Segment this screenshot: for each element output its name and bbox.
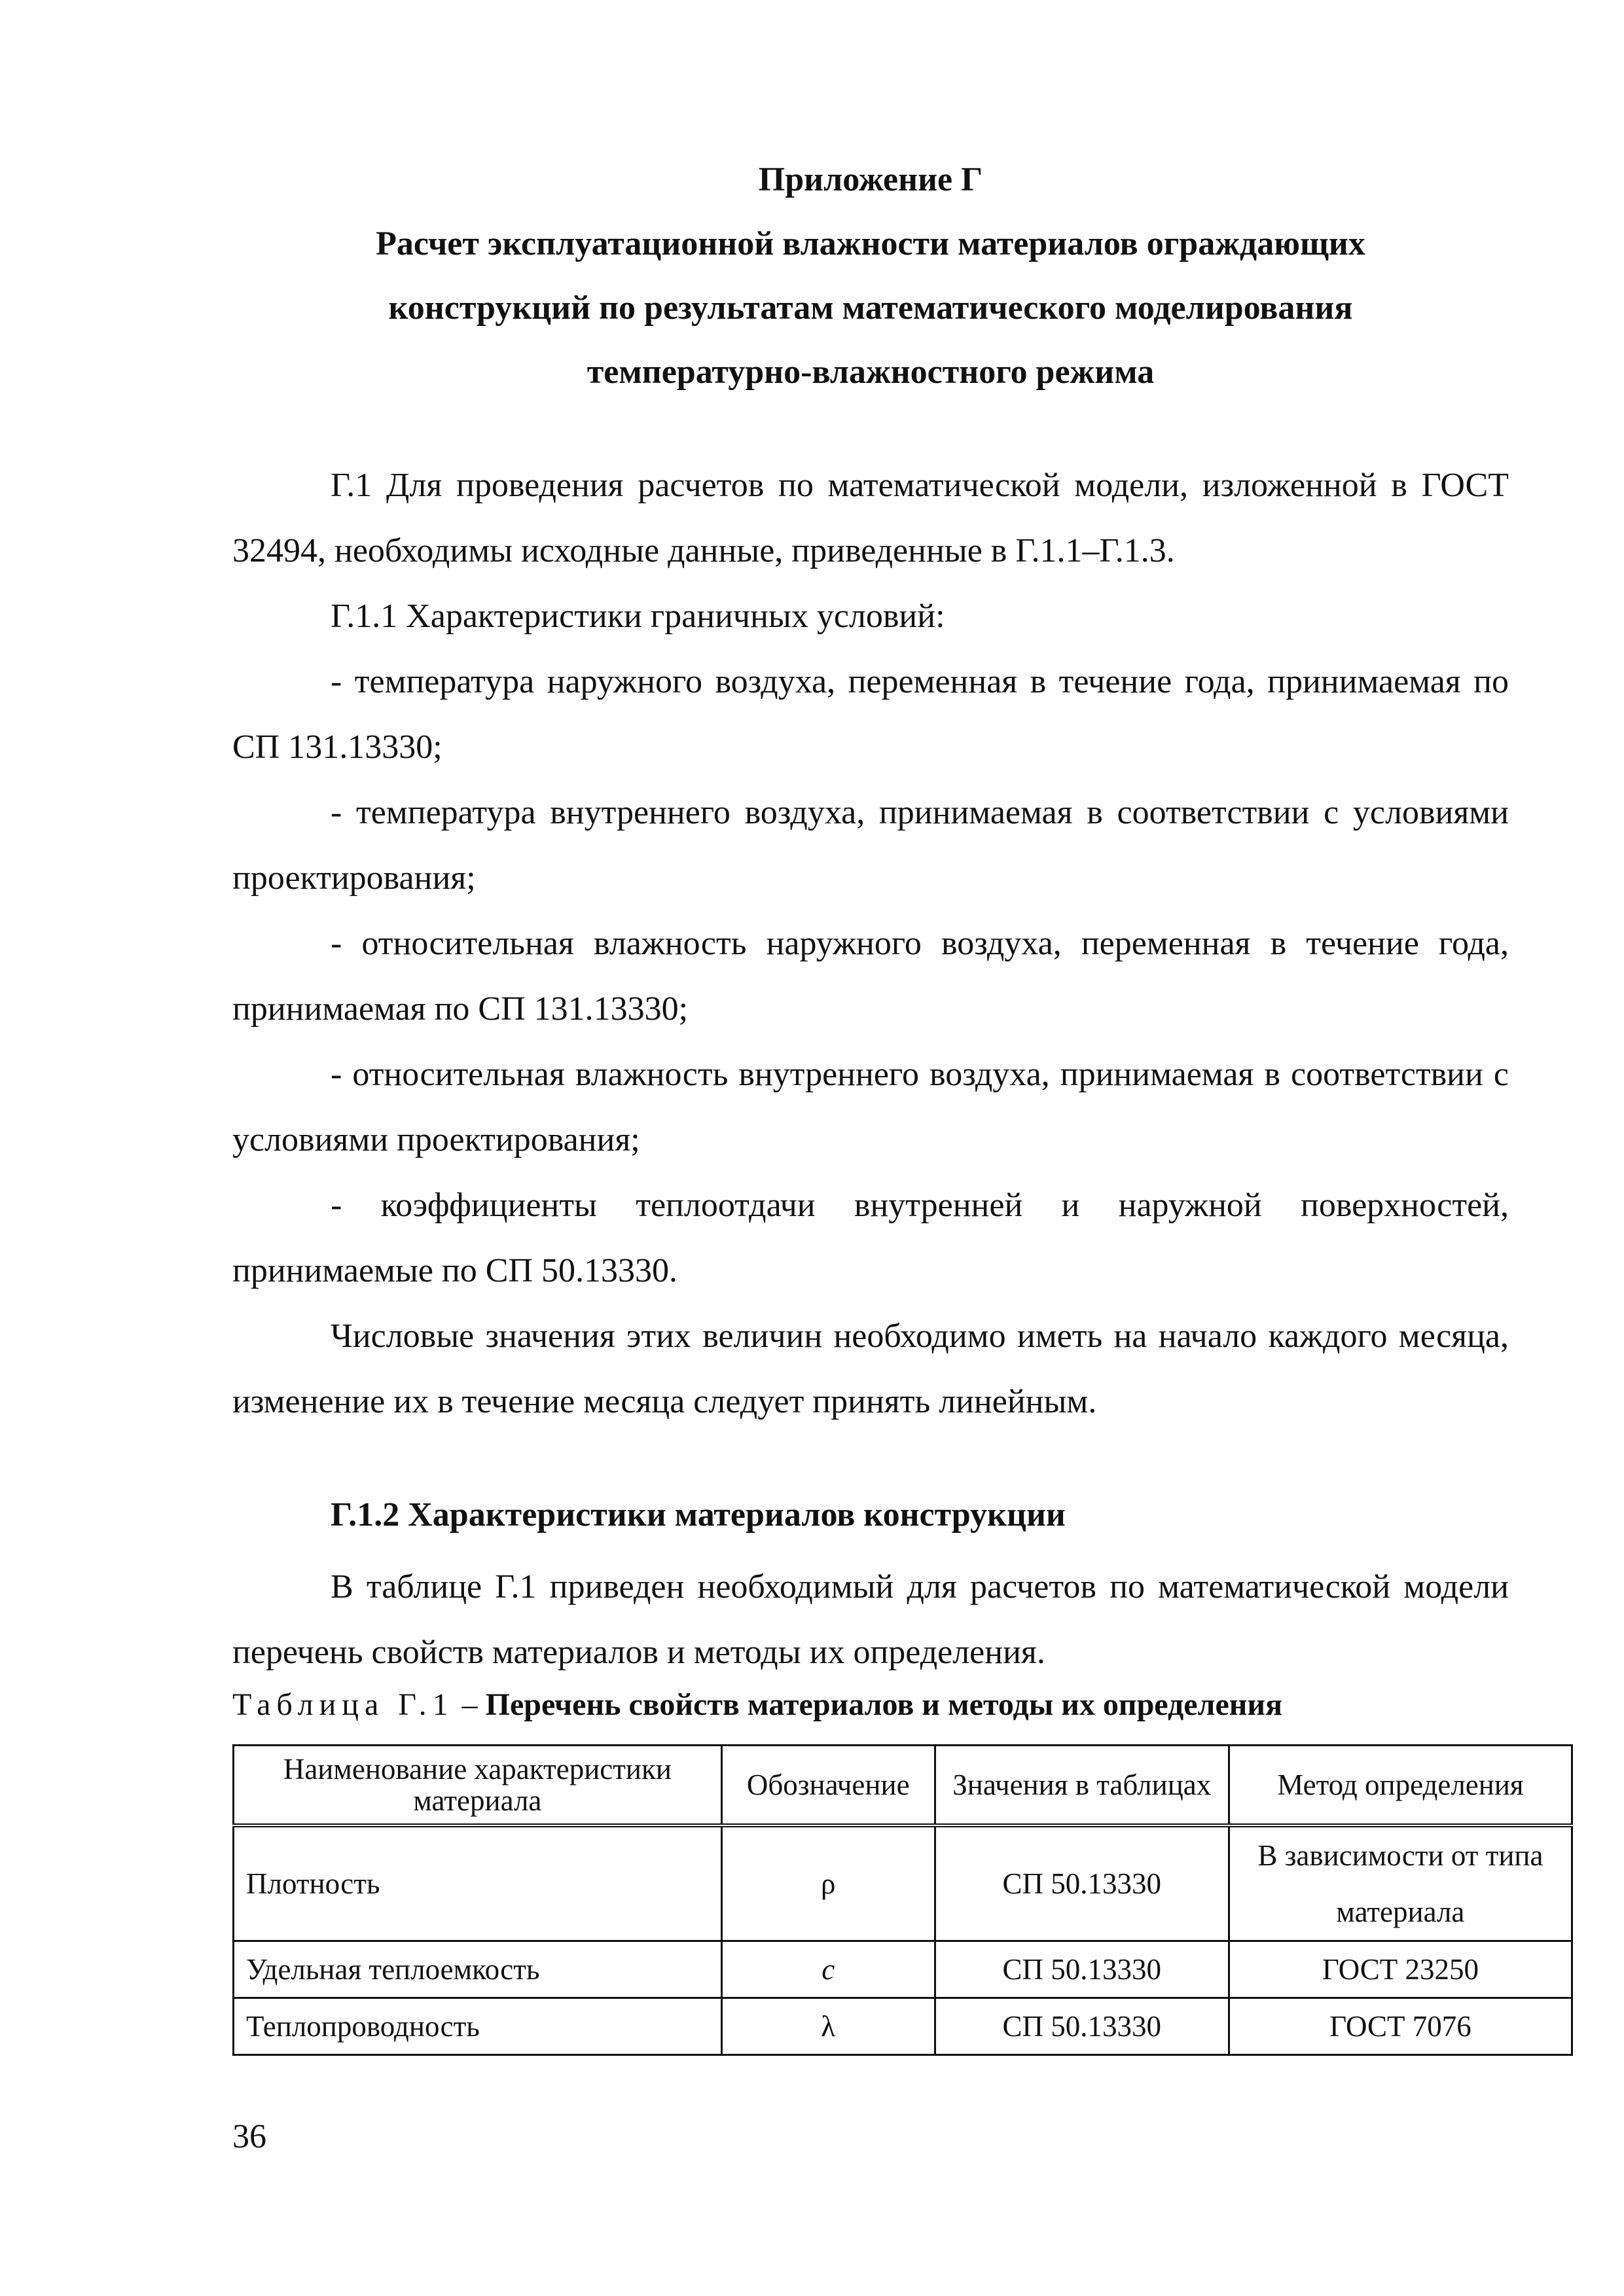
list-item-outdoor-temperature: - температура наружного воздуха, переменная в течение года, принимаемая по СП 131.13330; <box>232 663 1509 766</box>
page-number: 36 <box>232 2118 266 2155</box>
table-caption-title: Перечень свойств материалов и методы их определения <box>485 1687 1283 1722</box>
table-row <box>234 1941 1572 1998</box>
header-method: Метод определения <box>1229 1746 1572 1826</box>
section-heading-g1-2: Г.1.2 Характеристики материалов конструкции <box>331 1496 1066 1534</box>
list-item-indoor-temperature: - температура внутреннего воздуха, принимаемая в соответствии с условиями проектирования; <box>232 794 1509 897</box>
cell-property-name: Удельная теплоемкость <box>234 1941 722 1998</box>
cell-table-ref: СП 50.13330 <box>935 1825 1229 1941</box>
cell-table-ref: СП 50.13330 <box>935 1998 1229 2055</box>
paragraph-table-intro: В таблице Г.1 приведен необходимый для расчетов по математической модели перечень свойств материалов и методы их определения. <box>232 1568 1509 1671</box>
document-page <box>232 0 1543 2296</box>
table-header-row <box>234 1746 1572 1826</box>
cell-method: В зависимости от типа материала <box>1229 1825 1572 1941</box>
header-symbol: Обозначение <box>721 1746 935 1826</box>
appendix-subtitle-line-1: Расчет эксплуатационной влажности материалов ограждающих <box>376 225 1365 262</box>
cell-symbol: ρ <box>721 1825 935 1941</box>
table-row <box>234 1825 1572 1941</box>
appendix-subtitle-line-2: конструкций по результатам математического моделирования <box>388 289 1353 327</box>
cell-method: ГОСТ 7076 <box>1229 1998 1572 2055</box>
list-item-indoor-humidity: - относительная влажность внутреннего воздуха, принимаемая в соответствии с условиями проектирования; <box>232 1056 1509 1158</box>
cell-method: ГОСТ 23250 <box>1229 1941 1572 1998</box>
table-row <box>234 1998 1572 2055</box>
cell-symbol: λ <box>721 1998 935 2055</box>
table-caption-dash: – <box>454 1687 486 1722</box>
header-table-values: Значения в таблицах <box>935 1746 1229 1826</box>
paragraph-numeric-values: Числовые значения этих величин необходимо иметь на начало каждого месяца, изменение их в течение месяца следует принять линейным. <box>232 1318 1509 1420</box>
header-property-name: Наименование характеристики материала <box>234 1746 722 1826</box>
list-item-outdoor-humidity: - относительная влажность наружного воздуха, переменная в течение года, принимаемая по СП 131.13330; <box>232 925 1509 1028</box>
material-properties-table <box>232 1744 1573 2056</box>
appendix-subtitle-line-3: температурно-влажностного режима <box>586 353 1155 391</box>
table-caption-label: Таблица Г.1 <box>232 1687 454 1722</box>
appendix-title: Приложение Г <box>758 161 983 198</box>
cell-property-name: Теплопроводность <box>234 1998 722 2055</box>
cell-property-name: Плотность <box>234 1825 722 1941</box>
list-item-heat-transfer-coefficients: - коэффициенты теплоотдачи внутренней и наружной поверхностей, принимаемые по СП 50.13330. <box>232 1187 1509 1289</box>
table-caption <box>232 1685 1282 1725</box>
paragraph-g1: Г.1 Для проведения расчетов по математической модели, изложенной в ГОСТ 32494, необходимы исходные данные, приведенные в Г.1.1–Г.1.3. <box>232 467 1509 569</box>
paragraph-g1-1: Г.1.1 Характеристики граничных условий: <box>331 598 945 635</box>
cell-symbol: c <box>721 1941 935 1998</box>
cell-table-ref: СП 50.13330 <box>935 1941 1229 1998</box>
